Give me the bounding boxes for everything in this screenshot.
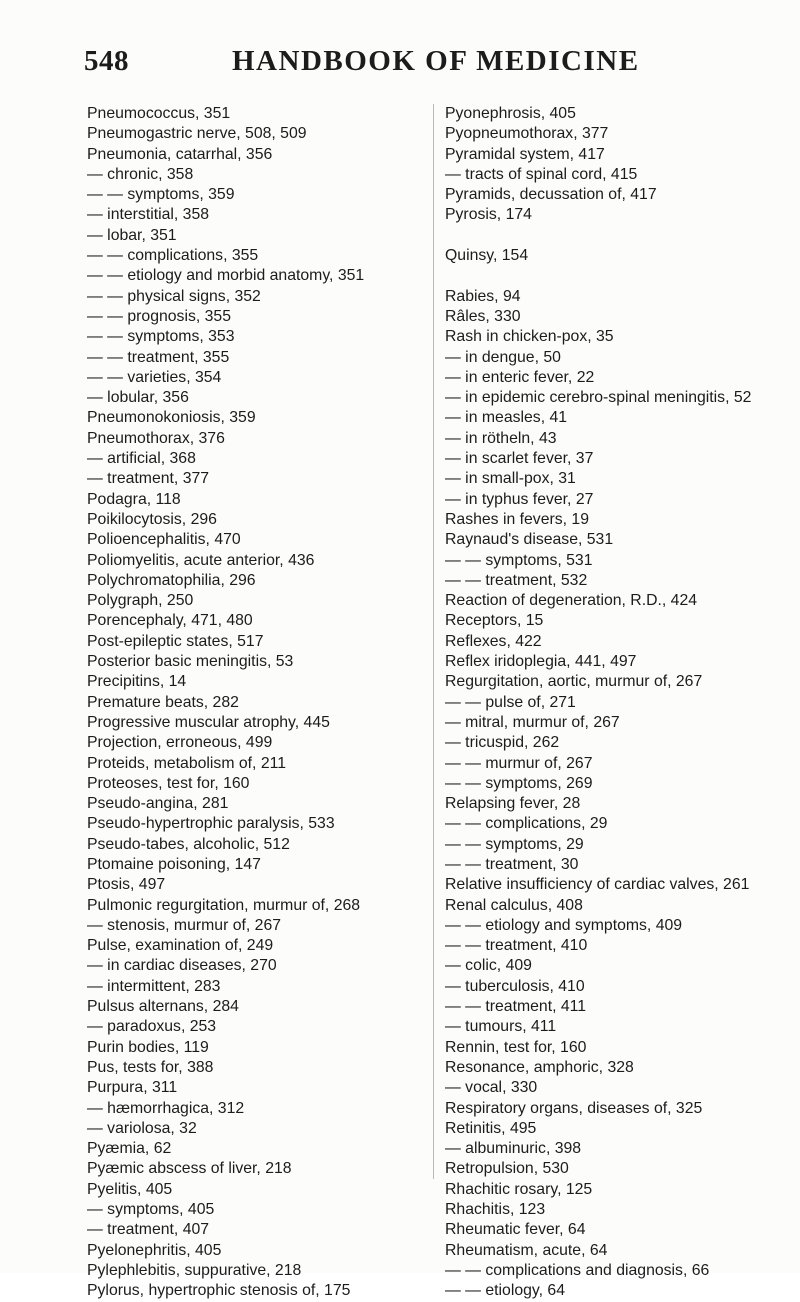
index-entry: Post-epileptic states, 517 — [87, 632, 264, 650]
index-gap — [445, 266, 775, 286]
index-entry: — tricuspid, 262 — [445, 734, 560, 752]
index-entry: — in small-pox, 31 — [445, 470, 576, 488]
index-entry: — in dengue, 50 — [445, 348, 561, 366]
index-entry: — — complications and diagnosis, 66 — [445, 1261, 710, 1279]
index-entry: — — varieties, 354 — [87, 368, 222, 386]
index-entry: — tuberculosis, 410 — [445, 977, 585, 995]
index-entry: — — symptoms, 269 — [445, 774, 593, 792]
index-entry: Pyopneumothorax, 377 — [445, 125, 609, 143]
index-entry: — — treatment, 30 — [445, 855, 579, 873]
index-entry: — symptoms, 405 — [87, 1201, 215, 1219]
index-entry: — paradoxus, 253 — [87, 1018, 217, 1036]
index-entry: — in typhus fever, 27 — [445, 490, 594, 508]
index-entry: Pus, tests for, 388 — [87, 1058, 214, 1076]
index-entry: Premature beats, 282 — [87, 693, 239, 711]
index-column-right — [433, 104, 775, 1300]
index-entry: Pulse, examination of, 249 — [87, 937, 274, 955]
index-entry: Precipitins, 14 — [87, 673, 187, 691]
index-entry: — treatment, 377 — [87, 470, 210, 488]
index-entry: Pylephlebitis, suppurative, 218 — [87, 1261, 302, 1279]
index-entry: — in rötheln, 43 — [445, 429, 557, 447]
index-entry: Rhachitis, 123 — [445, 1201, 546, 1219]
index-entry: Polygraph, 250 — [87, 592, 194, 610]
index-entry: Ptosis, 497 — [87, 876, 166, 894]
index-entry: Rheumatism, acute, 64 — [445, 1241, 608, 1259]
index-entry: Ptomaine poisoning, 147 — [87, 855, 261, 873]
index-entry: — chronic, 358 — [87, 165, 194, 183]
index-entry: Pseudo-angina, 281 — [87, 795, 229, 813]
index-column-left — [87, 104, 417, 1302]
index-entry: Pseudo-hypertrophic paralysis, 533 — [87, 815, 335, 833]
index-entry: Pyelitis, 405 — [87, 1180, 173, 1198]
index-entry: Pylorus, hypertrophic stenosis of, 175 — [87, 1282, 351, 1300]
index-entry: Rennin, test for, 160 — [445, 1038, 587, 1056]
index-entry: Porencephaly, 471, 480 — [87, 612, 253, 630]
index-entry: — in epidemic cerebro-spinal meningitis, 52 — [445, 389, 752, 407]
index-entry: — lobular, 356 — [87, 389, 189, 407]
index-entry: — lobar, 351 — [87, 226, 177, 244]
index-entry: — albuminuric, 398 — [445, 1140, 582, 1158]
index-entry: Resonance, amphoric, 328 — [445, 1058, 634, 1076]
index-entry: — — etiology and symptoms, 409 — [445, 916, 683, 934]
index-entry: Relapsing fever, 28 — [445, 795, 581, 813]
index-entry: — — symptoms, 359 — [87, 186, 235, 204]
index-entry: Poikilocytosis, 296 — [87, 510, 217, 528]
index-entry: Quinsy, 154 — [445, 247, 529, 265]
index-entry: Retropulsion, 530 — [445, 1160, 569, 1178]
index-entry: Respiratory organs, diseases of, 325 — [445, 1099, 703, 1117]
index-entry: — — etiology, 64 — [445, 1282, 565, 1300]
index-entry: Pyramidal system, 417 — [445, 145, 605, 163]
index-entry: Regurgitation, aortic, murmur of, 267 — [445, 673, 703, 691]
index-entry: Pneumonia, catarrhal, 356 — [87, 145, 273, 163]
index-entry: Pneumogastric nerve, 508, 509 — [87, 125, 307, 143]
index-entry: Rash in chicken-pox, 35 — [445, 328, 614, 346]
index-entry: Purpura, 311 — [87, 1079, 178, 1097]
index-entry: — — treatment, 355 — [87, 348, 230, 366]
index-entry: Podagra, 118 — [87, 490, 181, 508]
index-entry: Pseudo-tabes, alcoholic, 512 — [87, 835, 290, 853]
index-entry: Pulsus alternans, 284 — [87, 998, 239, 1016]
index-entry: Pyrosis, 174 — [445, 206, 532, 224]
index-entry: Reaction of degeneration, R.D., 424 — [445, 592, 698, 610]
index-entry: Pyæmia, 62 — [87, 1140, 172, 1158]
index-entry: Poliomyelitis, acute anterior, 436 — [87, 551, 315, 569]
index-entry: — — symptoms, 353 — [87, 328, 235, 346]
index-entry: Rabies, 94 — [445, 287, 521, 305]
index-entry: Pulmonic regurgitation, murmur of, 268 — [87, 896, 361, 914]
index-entry: Reflexes, 422 — [445, 632, 542, 650]
index-entry: Pneumothorax, 376 — [87, 429, 225, 447]
index-entry: Relative insufficiency of cardiac valves, 261 — [445, 876, 750, 894]
index-entry: Proteoses, test for, 160 — [87, 774, 250, 792]
index-entry: — — murmur of, 267 — [445, 754, 593, 772]
index-entry: Renal calculus, 408 — [445, 896, 583, 914]
index-entry: Proteids, metabolism of, 211 — [87, 754, 287, 772]
index-entry: Raynaud's disease, 531 — [445, 531, 614, 549]
index-entry: Polychromatophilia, 296 — [87, 571, 256, 589]
index-entry: — artificial, 368 — [87, 450, 196, 468]
index-entry: — hæmorrhagica, 312 — [87, 1099, 245, 1117]
index-entry: — — prognosis, 355 — [87, 307, 232, 325]
index-entry: — tracts of spinal cord, 415 — [445, 165, 638, 183]
index-entry: Pneumonokoniosis, 359 — [87, 409, 256, 427]
index-entry: Pyelonephritis, 405 — [87, 1241, 222, 1259]
index-entry: Pneumococcus, 351 — [87, 105, 231, 122]
index-entry: Râles, 330 — [445, 307, 521, 325]
index-entry: — intermittent, 283 — [87, 977, 221, 995]
index-entry: — interstitial, 358 — [87, 206, 210, 224]
index-entry: — in scarlet fever, 37 — [445, 450, 594, 468]
index-entry: Rhachitic rosary, 125 — [445, 1180, 593, 1198]
index-entry: — — complications, 29 — [445, 815, 608, 833]
index-entry: — in measles, 41 — [445, 409, 568, 427]
index-entry: — — symptoms, 29 — [445, 835, 584, 853]
index-entry: — vocal, 330 — [445, 1079, 538, 1097]
index-entry: Reflex iridoplegia, 441, 497 — [445, 653, 637, 671]
index-entry: — — complications, 355 — [87, 247, 259, 265]
index-entry: — variolosa, 32 — [87, 1119, 197, 1137]
index-entry: — tumours, 411 — [445, 1018, 557, 1036]
index-entry: — in cardiac diseases, 270 — [87, 957, 277, 975]
index-gap — [445, 226, 775, 246]
index-entry: — — symptoms, 531 — [445, 551, 593, 569]
index-entry: Receptors, 15 — [445, 612, 544, 630]
page-header — [0, 36, 800, 86]
running-title: HANDBOOK OF MEDICINE — [232, 45, 640, 77]
index-entry: — — etiology and morbid anatomy, 351 — [87, 267, 365, 285]
index-entry: Projection, erroneous, 499 — [87, 734, 273, 752]
index-entry: — — physical signs, 352 — [87, 287, 261, 305]
index-entry: Rheumatic fever, 64 — [445, 1221, 586, 1239]
index-entry: Polioencephalitis, 470 — [87, 531, 241, 549]
index-entry: Posterior basic meningitis, 53 — [87, 653, 294, 671]
index-entry: — — treatment, 410 — [445, 937, 588, 955]
index-entry: — colic, 409 — [445, 957, 532, 975]
index-entry: Pyonephrosis, 405 — [445, 105, 576, 122]
index-entry: — mitral, murmur of, 267 — [445, 713, 620, 731]
index-entry: — treatment, 407 — [87, 1221, 210, 1239]
index-entry: Pyæmic abscess of liver, 218 — [87, 1160, 292, 1178]
index-entry: Rashes in fevers, 19 — [445, 510, 590, 528]
index-entry: Purin bodies, 119 — [87, 1038, 209, 1056]
index-entry: Progressive muscular atrophy, 445 — [87, 713, 330, 731]
page-number: 548 — [84, 45, 129, 77]
index-entry: — stenosis, murmur of, 267 — [87, 916, 282, 934]
index-entry: — in enteric fever, 22 — [445, 368, 595, 386]
index-entry: Retinitis, 495 — [445, 1119, 537, 1137]
index-entry: — — pulse of, 271 — [445, 693, 576, 711]
index-entry: — — treatment, 532 — [445, 571, 588, 589]
index-entry: Pyramids, decussation of, 417 — [445, 186, 657, 204]
index-entry: — — treatment, 411 — [445, 998, 587, 1016]
